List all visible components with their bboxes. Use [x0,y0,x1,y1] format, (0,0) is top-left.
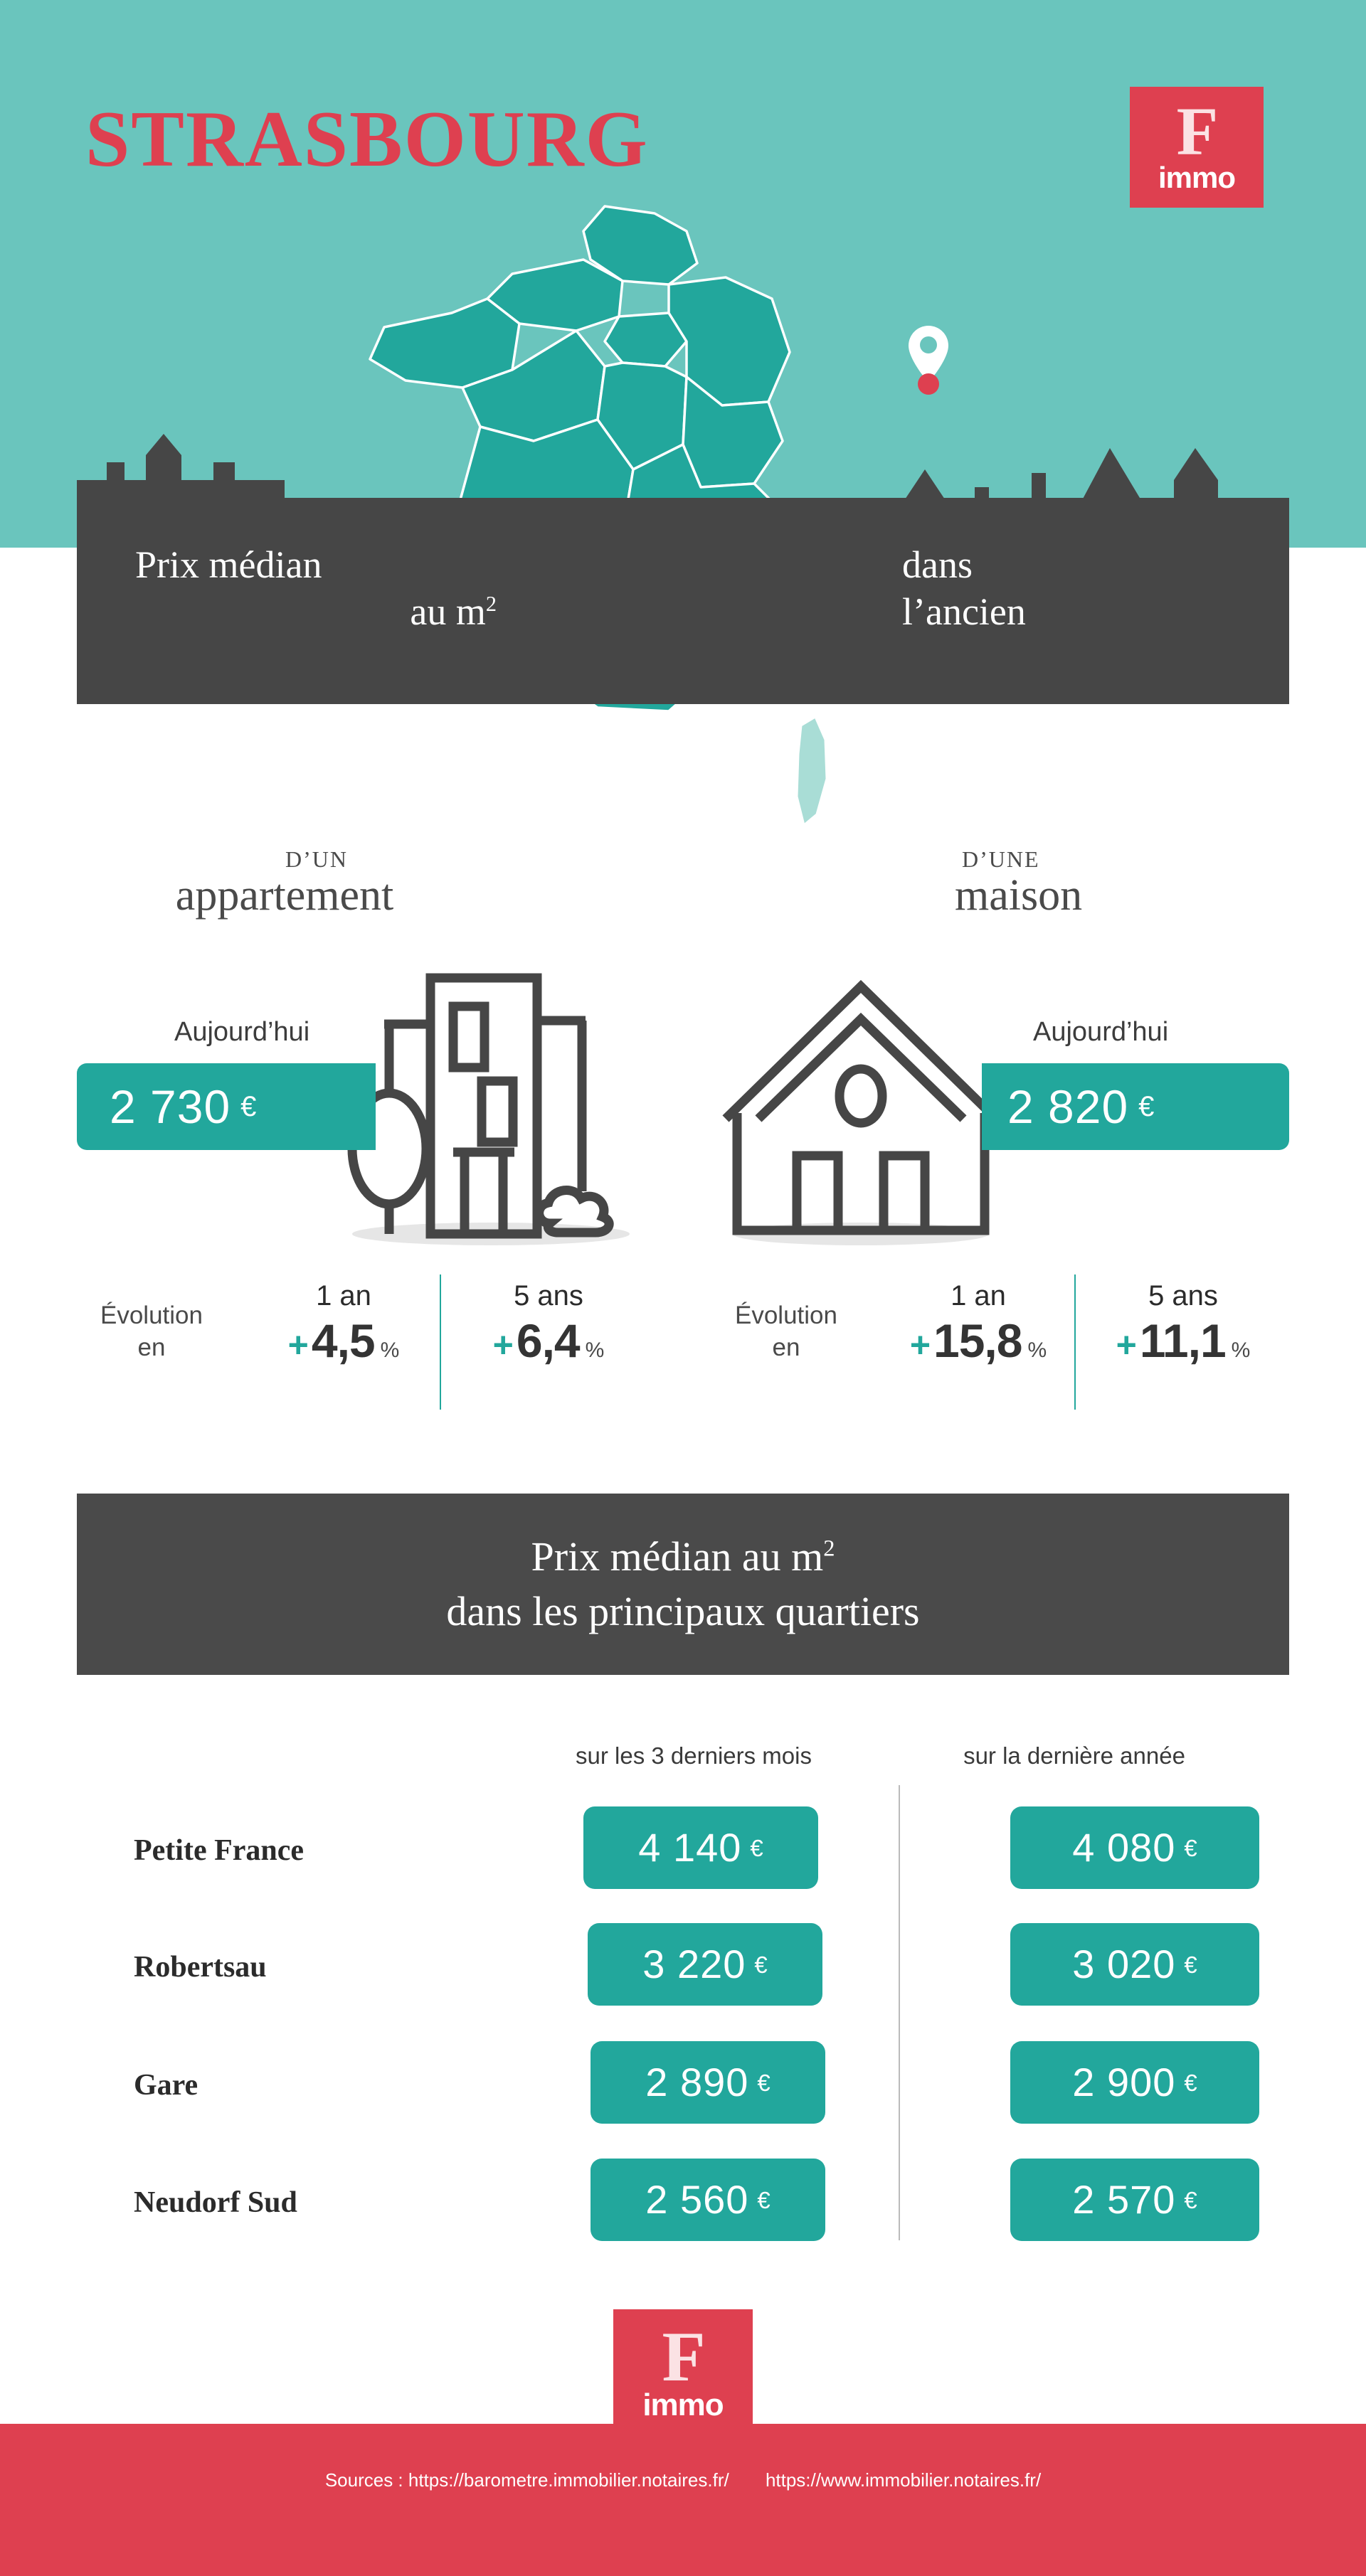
quartier-price-last-year-currency: € [1184,2069,1197,2096]
quartier-price-3-months-currency: € [754,1951,768,1978]
maison-evolution-1an-sign: + [909,1325,931,1365]
banner-line2-superscript: 2 [485,591,497,616]
house-icon [711,957,1010,1248]
banner-right-line1: dans [902,543,973,586]
maison-type: maison [955,871,1083,920]
quartier-price-last-year-value: 3 020 [1072,1942,1176,1986]
appartement-today-label: Aujourd’hui [174,1017,310,1047]
quartier-price-3-months-value: 2 560 [645,2177,749,2222]
maison-evolution-5ans-sign: + [1116,1325,1137,1365]
sources-line [0,2469,1366,2491]
map-pin-dot [918,373,939,395]
maison-evolution-1an-unit: % [1027,1338,1047,1362]
appartement-evolution-divider [440,1274,441,1410]
banner-right-line2: l’ancien [902,590,1026,633]
quartier-price-last-year-value: 2 570 [1072,2177,1176,2222]
footer-brand-logo [613,2309,753,2437]
quartier-price-3-months-currency: € [757,2069,771,2096]
column-header-last-year: sur la dernière année [963,1742,1185,1769]
appartement-price-pill [77,1063,376,1150]
page-title: STRASBOURG [85,95,649,183]
quartier-price-3-months [588,1923,822,2006]
appartement-evolution-5ans-period: 5 ans [514,1280,583,1311]
quartier-price-3-months [583,1806,818,1889]
footer-logo-immo-word: immo [642,2388,724,2422]
maison-evolution-group [711,1280,1274,1415]
median-price-banner [77,498,1289,704]
maison-evolution-label-line2: en [772,1333,800,1361]
quartier-price-3-months-value: 2 890 [645,2060,749,2104]
quartier-price-last-year [1010,1806,1259,1889]
maison-evolution-1an-value: 15,8 [933,1314,1022,1367]
quartier-price-last-year-currency: € [1184,1951,1197,1978]
banner-line2: au m [410,590,486,633]
maison-evolution-1an [889,1280,1067,1368]
quartiers-title-line1-text: Prix médian au m [531,1533,824,1580]
appartement-heading [85,846,484,919]
maison-article: D’UNE [962,846,1040,872]
source-link-1[interactable]: Sources : https://barometre.immobilier.notaires.fr/ [324,2469,729,2491]
maison-price-value: 2 820 [1007,1080,1129,1133]
quartier-price-3-months-currency: € [757,2186,771,2213]
maison-evolution-label [711,1300,861,1364]
footer-band [0,2424,1366,2576]
source-link-2[interactable]: https://www.immobilier.notaires.fr/ [765,2469,1042,2491]
quartiers-title-line1 [531,1530,835,1585]
maison-evolution-label-line1: Évolution [735,1302,837,1329]
appartement-evolution-group [77,1280,639,1415]
quartier-price-last-year [1010,2159,1259,2241]
appartement-evolution-1an-period: 1 an [316,1280,371,1311]
appartement-evolution-5ans-unit: % [585,1338,605,1362]
banner-right-text [902,542,1237,636]
maison-today-label: Aujourd’hui [1033,1017,1169,1047]
table-row [77,2034,1289,2151]
quartier-price-3-months [591,2159,825,2241]
maison-price-pill [982,1063,1289,1150]
appartement-evolution-1an-sign: + [287,1325,309,1365]
table-row [77,1799,1289,1917]
quartier-price-last-year-value: 4 080 [1072,1825,1176,1870]
footer-logo-f-mark: F [662,2317,704,2396]
logo-f-mark: F [1176,92,1217,169]
quartier-price-last-year [1010,2041,1259,2124]
quartier-name: Neudorf Sud [134,2186,297,2219]
quartier-price-3-months-value: 3 220 [642,1942,746,1986]
maison-evolution-5ans [1094,1280,1272,1368]
appartement-evolution-label [77,1300,226,1364]
appartement-evolution-1an-value: 4,5 [311,1314,375,1367]
quartier-price-last-year-currency: € [1184,1834,1197,1861]
banner-line1: Prix médian [135,543,322,586]
appartement-evolution-5ans [460,1280,637,1368]
appartement-price-value: 2 730 [110,1080,231,1133]
appartement-type: appartement [175,871,394,920]
quartier-price-last-year-value: 2 900 [1072,2060,1176,2104]
appartement-article: D’UN [285,846,348,872]
maison-evolution-5ans-unit: % [1231,1338,1251,1362]
maison-evolution-5ans-period: 5 ans [1148,1280,1218,1311]
maison-evolution-1an-period: 1 an [951,1280,1006,1311]
appartement-evolution-5ans-value: 6,4 [516,1314,580,1367]
appartement-evolution-1an-unit: % [380,1338,400,1362]
maison-heading [875,846,1274,919]
quartier-price-3-months-currency: € [750,1834,763,1861]
quartiers-title-superscript: 2 [823,1536,835,1562]
quartier-name: Petite France [134,1834,305,1867]
appartement-evolution-1an [255,1280,433,1368]
quartier-name: Gare [134,2069,198,2102]
quartiers-banner [77,1494,1289,1675]
banner-left-text [120,542,518,636]
quartier-price-3-months [591,2041,825,2124]
quartier-price-last-year-currency: € [1184,2186,1197,2213]
table-row [77,2151,1289,2269]
table-row [77,1916,1289,2033]
maison-price-currency: € [1138,1091,1155,1122]
appartement-evolution-label-line1: Évolution [100,1302,203,1329]
quartiers-title-line2: dans les principaux quartiers [446,1587,920,1634]
quartier-price-3-months-value: 4 140 [638,1825,742,1870]
brand-logo [1130,87,1264,208]
appartement-evolution-5ans-sign: + [492,1325,514,1365]
appartement-evolution-label-line2: en [137,1333,166,1361]
column-header-3-months: sur les 3 derniers mois [576,1742,812,1769]
maison-evolution-divider [1074,1274,1076,1410]
quartier-price-last-year [1010,1923,1259,2006]
quartier-name: Robertsau [134,1951,267,1984]
maison-evolution-5ans-value: 11,1 [1139,1314,1226,1367]
appartement-price-currency: € [240,1091,257,1122]
logo-immo-word: immo [1158,161,1235,195]
